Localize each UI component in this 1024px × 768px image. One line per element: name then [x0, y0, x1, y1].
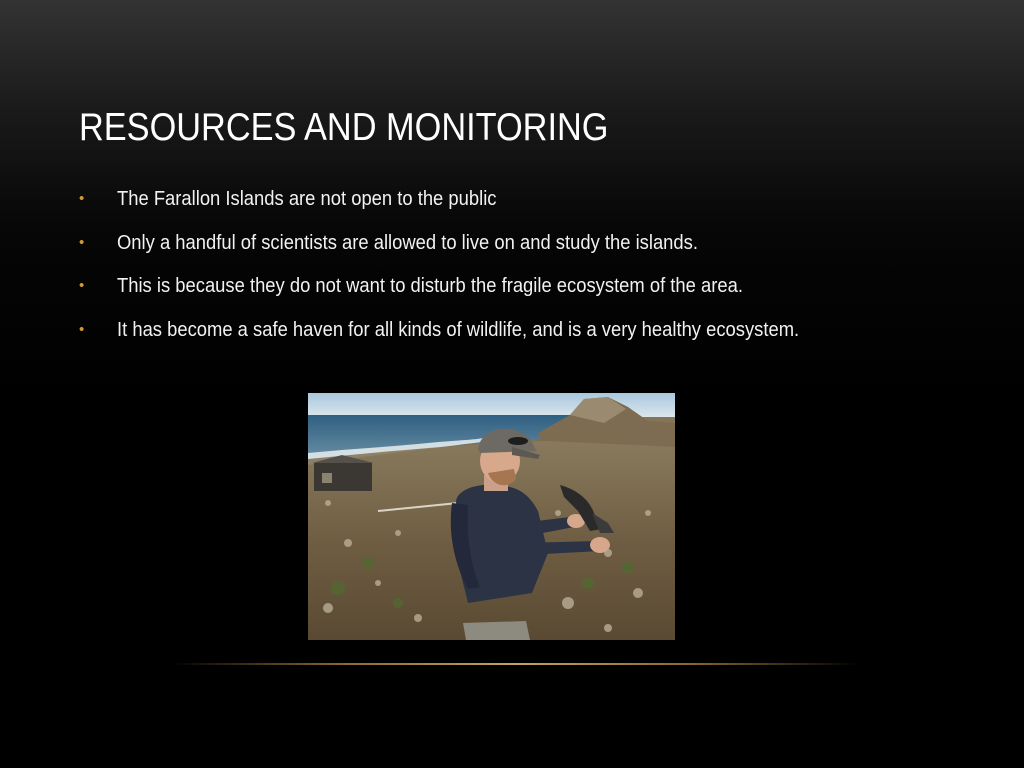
bullet-item	[79, 229, 979, 273]
bullet-text: It has become a safe haven for all kinds of wildlife, and is a very healthy ecosystem.	[117, 318, 800, 341]
bullet-text: The Farallon Islands are not open to the public	[117, 188, 497, 210]
divider-line	[170, 663, 860, 665]
bullet-text: This is because they do not want to disturb the fragile ecosystem of the area.	[117, 275, 743, 297]
bullet-item	[79, 272, 979, 316]
bullet-list	[79, 185, 979, 359]
scientist-photo	[308, 393, 675, 640]
slide-title: RESOURCES AND MONITORING	[79, 106, 609, 149]
bullet-text: Only a handful of scientists are allowed to live on and study the islands.	[117, 231, 698, 254]
bullet-item	[79, 185, 979, 229]
bullet-item	[79, 316, 979, 360]
bullet-marker: •	[79, 277, 85, 294]
bullet-marker: •	[79, 190, 85, 207]
bullet-marker: •	[79, 233, 85, 251]
bullet-marker: •	[79, 320, 85, 338]
